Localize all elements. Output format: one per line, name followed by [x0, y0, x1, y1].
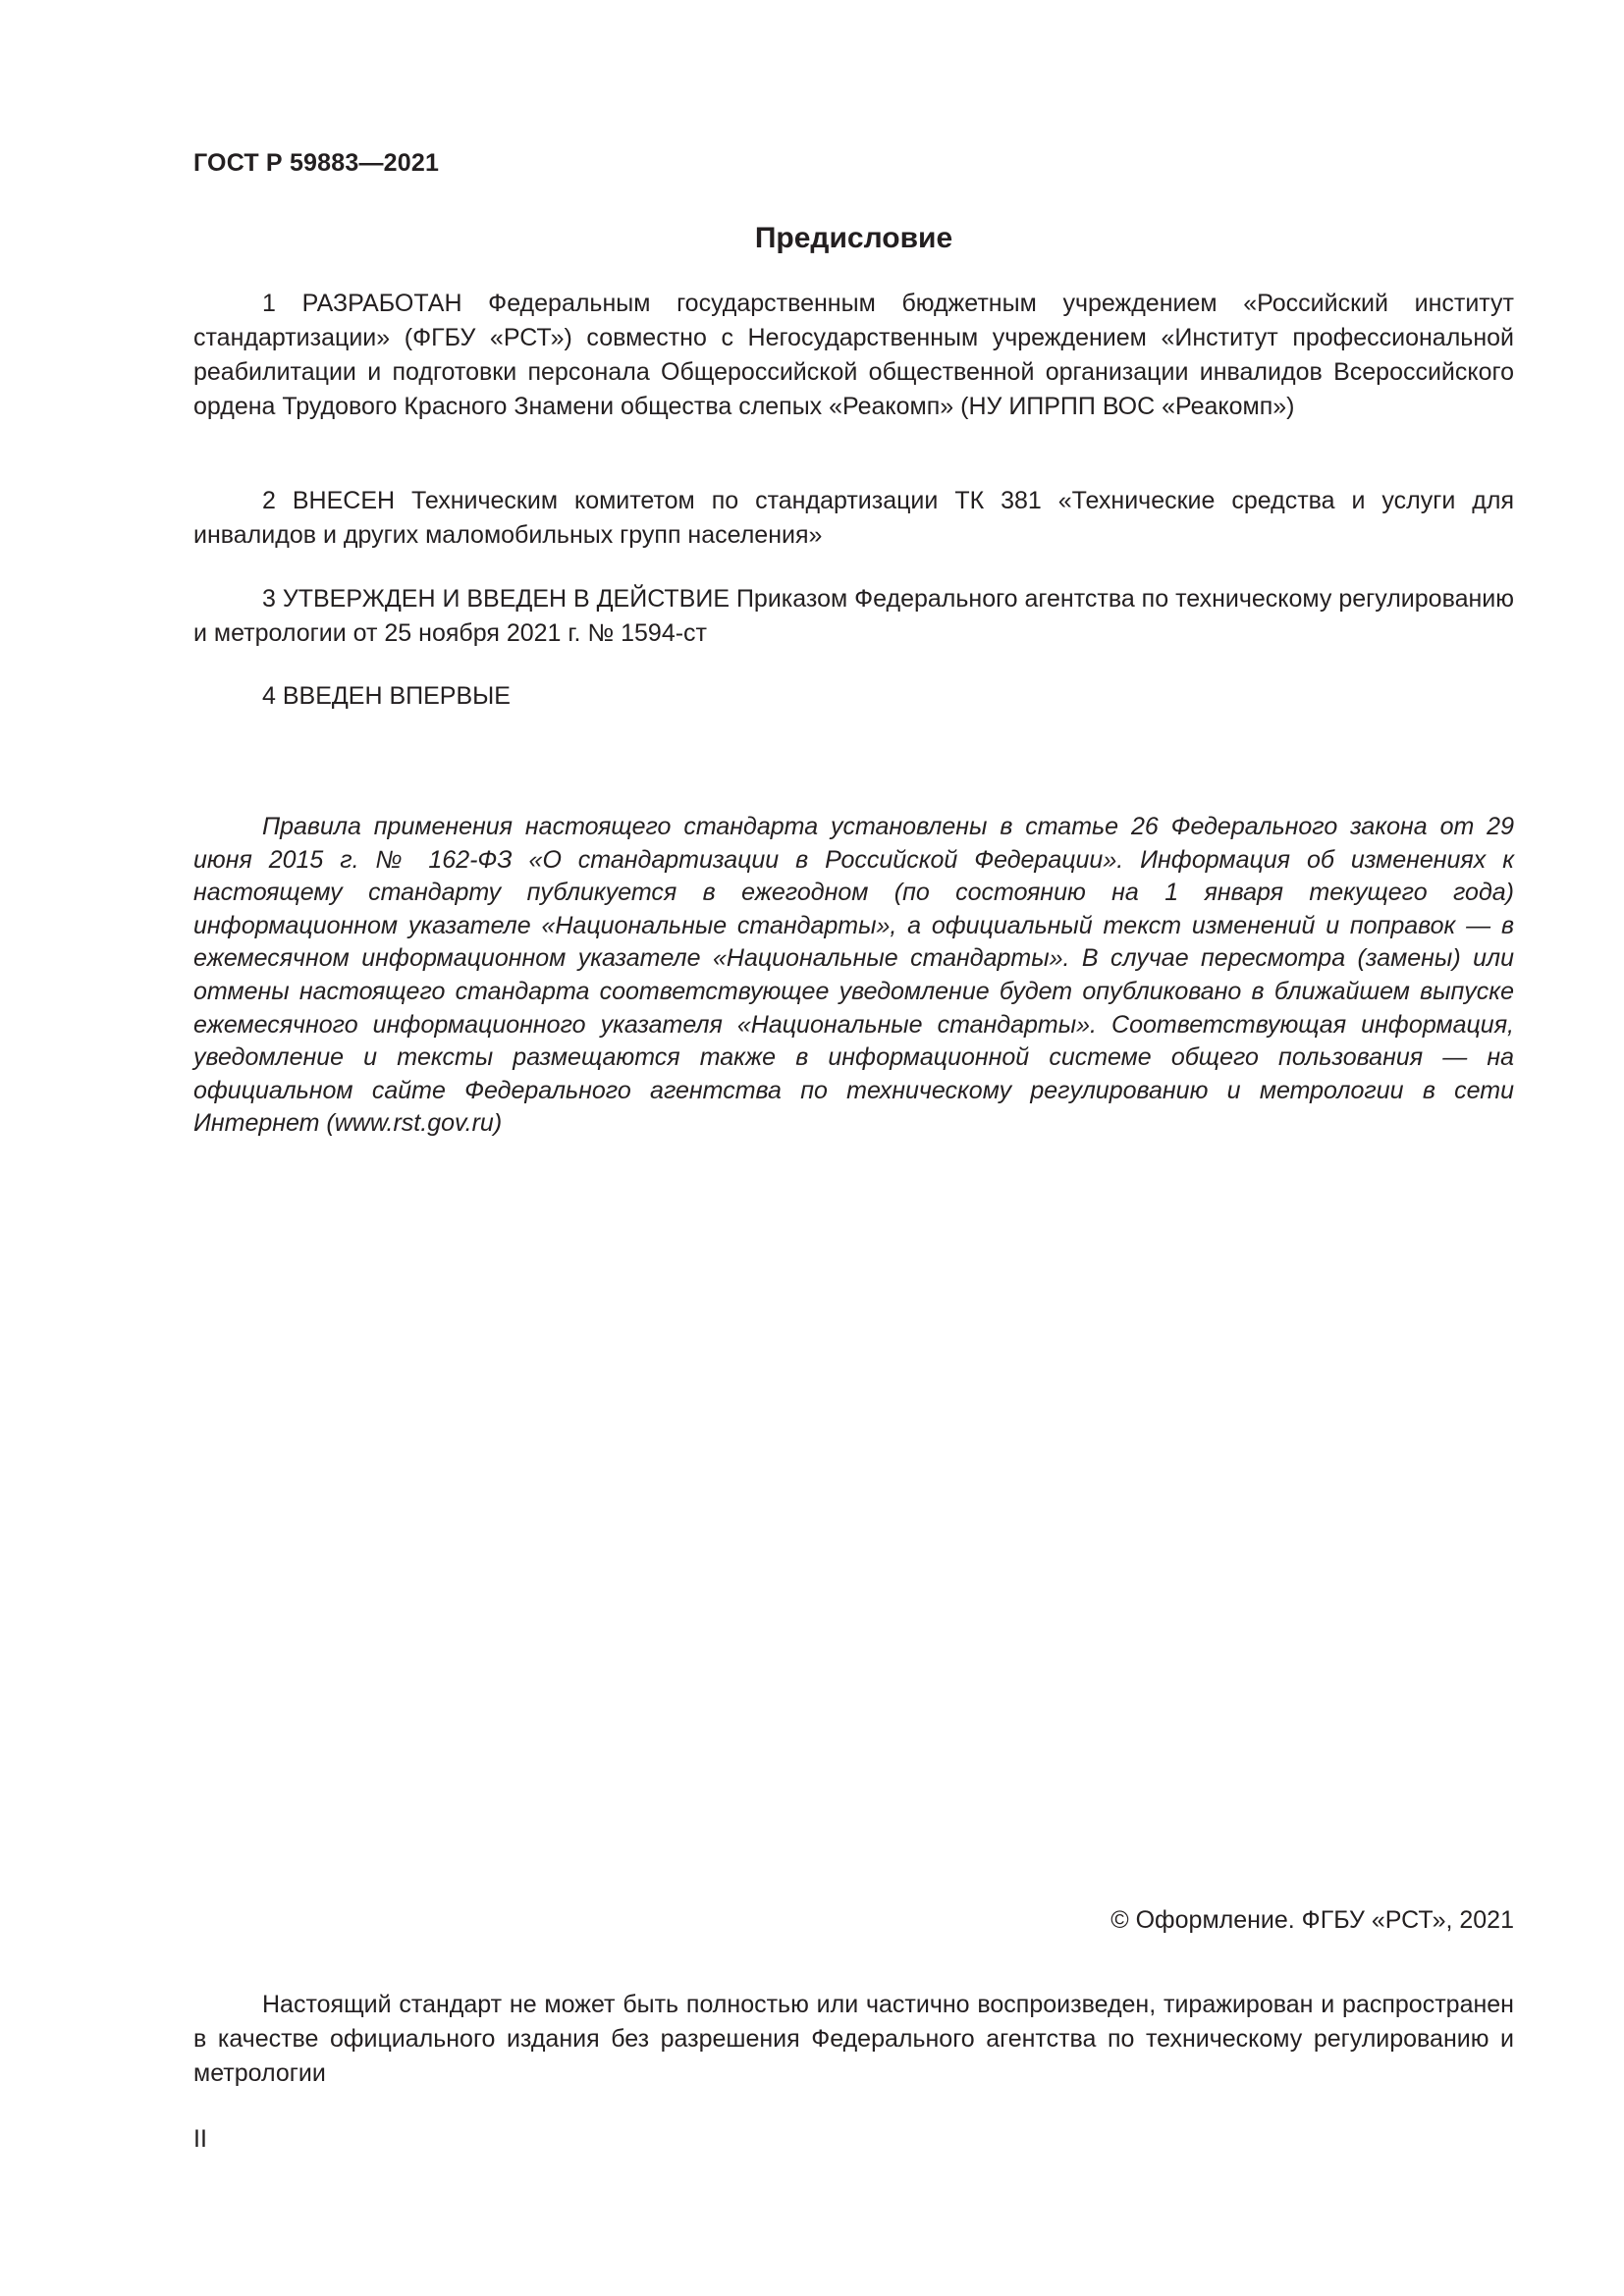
preface-item-submitted: 2 ВНЕСЕН Техническим комитетом по стандартизации ТК 381 «Технические средства и услуги для инвалидов и других маломобильных групп населения» — [193, 487, 1514, 549]
application-rules-notice: Правила применения настоящего стандарта установлены в статье 26 Федерального закона от 29 июня 2015 г. № 162-ФЗ «О стандартизации в Российской Федерации». Информация об изменениях к настоящему стандарту публикуется в ежегодном (по состоянию на 1 января текущего года) информационном указателе «Национальные стандарты», а официальный текст изменений и поправок — в ежемесячном информационном указателе «Национальные стандарты». В случае пересмотра (замены) или отмены настоящего стандарта соответствующее уведомление будет опубликовано в ближайшем выпуске ежемесячного информационного указателя «Национальные стандарты». Соответствующая информация, уведомление и тексты размещаются также в информационной системе общего пользования — на официальном сайте Федерального агентства по техническому регулированию и метрологии в сети Интернет (www.rst.gov.ru) — [193, 813, 1514, 1138]
preface-item-introduced: 4 ВВЕДЕН ВПЕРВЫЕ — [262, 682, 511, 710]
document-code: ГОСТ Р 59883—2021 — [193, 149, 440, 177]
reproduction-rights-notice: Настоящий стандарт не может быть полностью или частично воспроизведен, тиражирован и распространен в качестве официального издания без разрешения Федерального агентства по техническому регулированию и метрологии — [193, 1991, 1514, 2087]
page-number: II — [193, 2125, 207, 2153]
preface-title: Предисловие — [754, 222, 953, 254]
document-page — [193, 0, 1514, 2296]
preface-item-approved: 3 УТВЕРЖДЕН И ВВЕДЕН В ДЕЙСТВИЕ Приказом Федерального агентства по техническому регулированию и метрологии от 25 ноября 2021 г. № 1594-ст — [193, 585, 1514, 647]
copyright-line: © Оформление. ФГБУ «РСТ», 2021 — [1110, 1906, 1514, 1934]
preface-item-developed: 1 РАЗРАБОТАН Федеральным государственным бюджетным учреждением «Российский институт стандартизации» (ФГБУ «РСТ») совместно с Негосударственным учреждением «Институт профессиональной реабилитации и подготовки персонала Общероссийской общественной организации инвалидов Всероссийского ордена Трудового Красного Знамени общества слепых «Реакомп» (НУ ИПРПП ВОС «Реакомп») — [193, 290, 1514, 420]
